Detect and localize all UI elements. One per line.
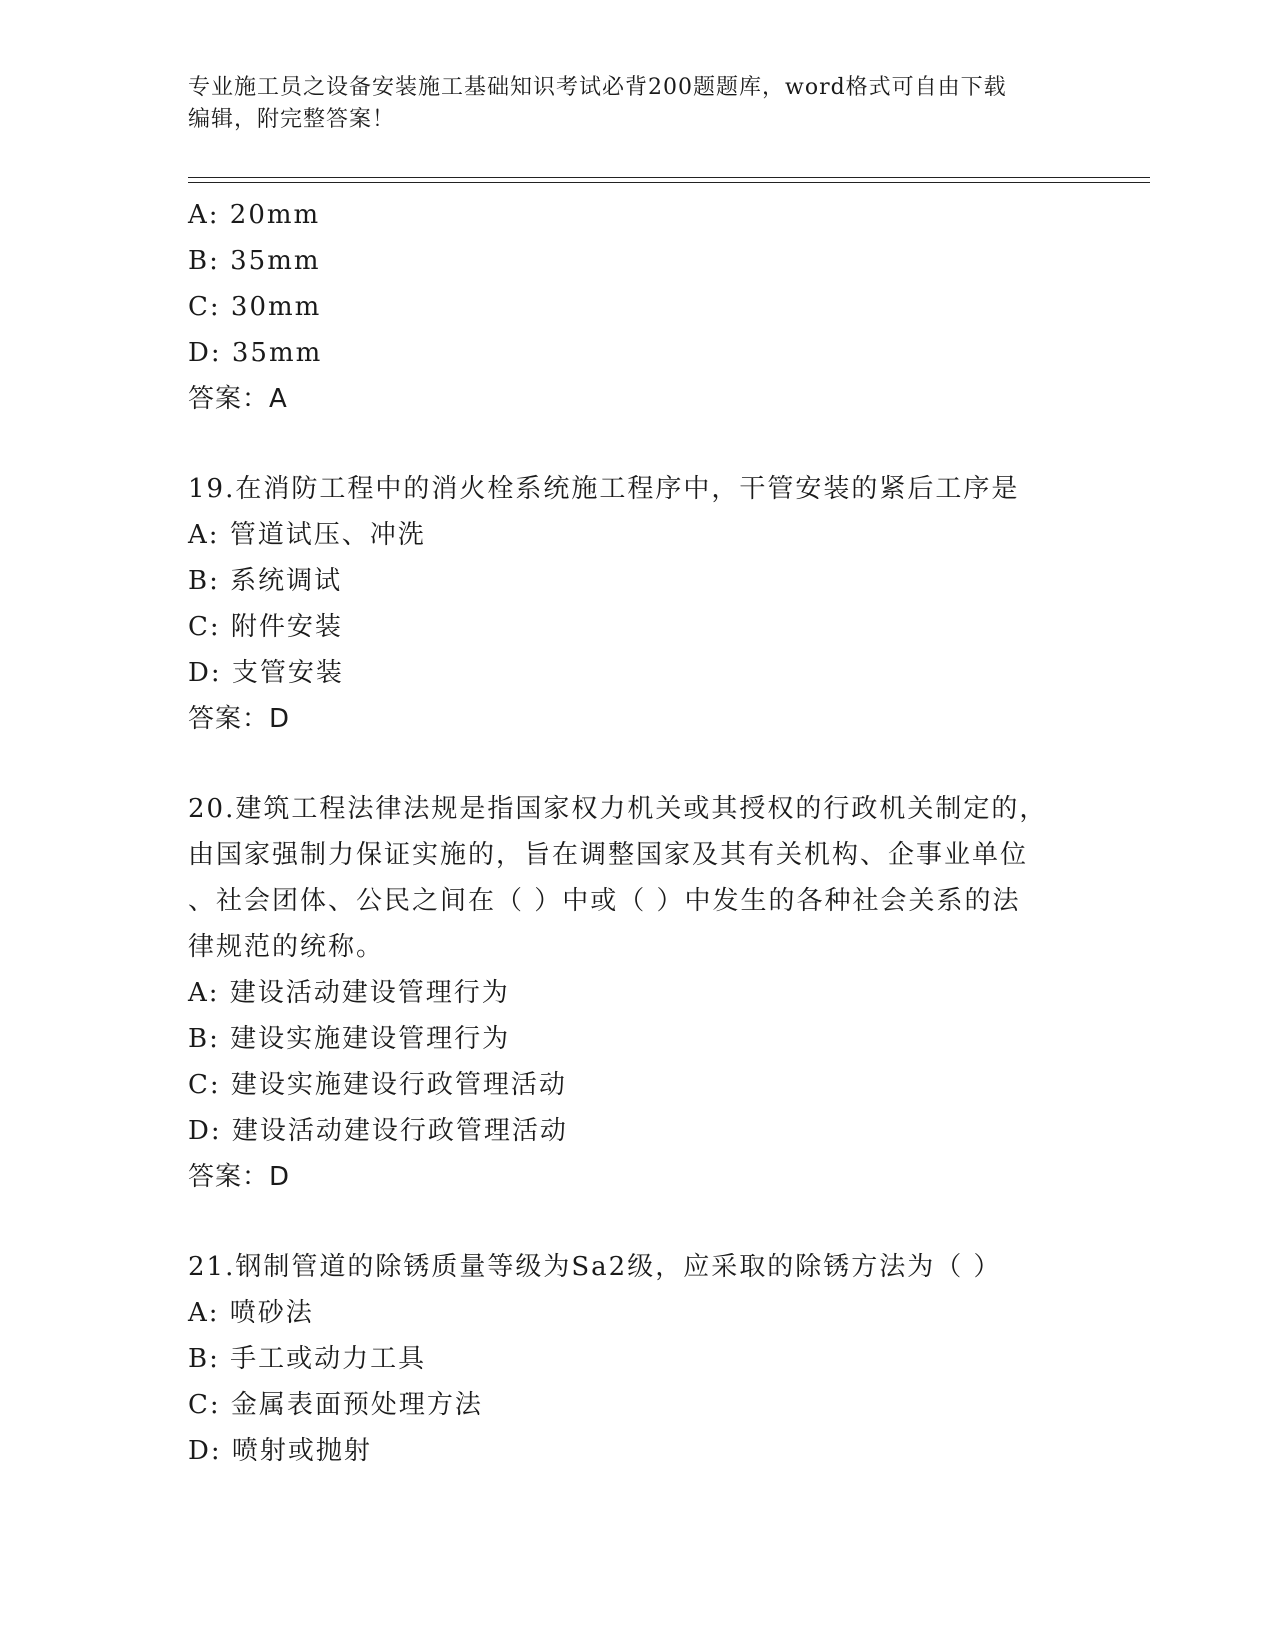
- option-c: C: 金属表面预处理方法: [188, 1390, 483, 1420]
- question-text-line-3: 、社会团体、公民之间在（ ）中或（ ）中发生的各种社会关系的法: [188, 886, 1021, 916]
- option-a: A: 20mm: [188, 200, 321, 230]
- answer: 答案：A: [188, 384, 288, 414]
- option-d: D: 建设活动建设行政管理活动: [188, 1116, 568, 1146]
- answer: 答案：D: [188, 1162, 291, 1192]
- question-text: 19.在消防工程中的消火栓系统施工程序中，干管安装的紧后工序是: [188, 474, 1020, 504]
- option-a: A: 管道试压、冲洗: [188, 520, 426, 550]
- header-rule-bottom: [188, 182, 1150, 183]
- question-text-line-2: 由国家强制力保证实施的，旨在调整国家及其有关机构、企事业单位: [188, 840, 1029, 870]
- option-b: B: 系统调试: [188, 566, 343, 596]
- question-21: [188, 1244, 1068, 1474]
- option-c: C: 附件安装: [188, 612, 343, 642]
- header-rule-top: [188, 177, 1150, 178]
- document-header: [188, 72, 1088, 136]
- question-text-line-4: 律规范的统称。: [188, 932, 385, 962]
- option-c: C: 建设实施建设行政管理活动: [188, 1070, 567, 1100]
- option-b: B: 手工或动力工具: [188, 1344, 427, 1374]
- option-a: A: 建设活动建设管理行为: [188, 978, 510, 1008]
- header-line-2: 编辑，附完整答案！: [188, 107, 396, 132]
- question-list: [188, 192, 1068, 1474]
- option-c: C: 30mm: [188, 292, 322, 322]
- header-line-1: 专业施工员之设备安装施工基础知识考试必背200题题库，word格式可自由下载: [188, 75, 1007, 100]
- question-20: [188, 786, 1068, 1200]
- question-18: [188, 192, 1068, 422]
- option-d: D: 35mm: [188, 338, 323, 368]
- option-b: B: 35mm: [188, 246, 321, 276]
- option-b: B: 建设实施建设管理行为: [188, 1024, 511, 1054]
- option-a: A: 喷砂法: [188, 1298, 314, 1328]
- answer: 答案：D: [188, 704, 291, 734]
- question-19: [188, 466, 1068, 742]
- question-text: 21.钢制管道的除锈质量等级为Sa2级，应采取的除锈方法为（ ）: [188, 1252, 1002, 1282]
- option-d: D: 喷射或抛射: [188, 1436, 372, 1466]
- option-d: D: 支管安装: [188, 658, 344, 688]
- question-text-line-1: 20.建筑工程法律法规是指国家权力机关或其授权的行政机关制定的，: [188, 794, 1048, 824]
